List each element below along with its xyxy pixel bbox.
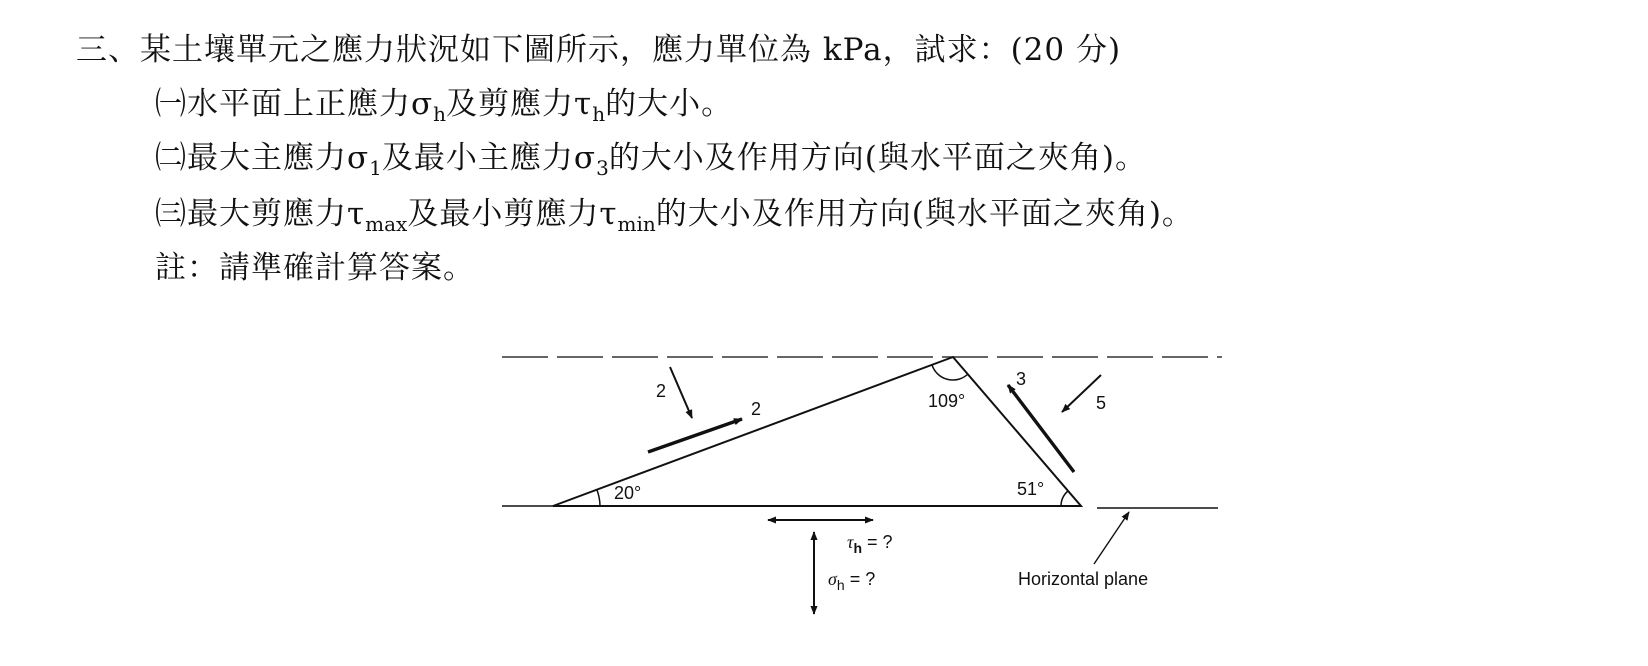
left-shear-stress-arrow [648,419,742,452]
left-normal-stress-label: 2 [656,381,667,401]
tau-equals: = ? [862,532,893,552]
item-1-text-start: ㈠水平面上正應力σ [155,86,434,122]
item-2-text-start: ㈡最大主應力σ [155,140,370,176]
tau-h-label [847,532,893,556]
question-note: 註：請準確計算答案。 [155,250,475,286]
sigma-symbol: σ [828,569,837,589]
tau-symbol: τ [847,532,854,552]
item-1-text-end: 的大小。 [605,86,734,122]
right-shear-stress-label: 3 [1016,369,1027,389]
horizontal-plane-label: Horizontal plane [1018,569,1149,589]
angle-arc-20 [597,490,600,506]
angle-label-top: 109° [928,391,966,411]
angle-label-left: 20° [614,483,642,503]
tau-subscript: h [853,540,863,556]
left-shear-stress-label: 2 [751,399,762,419]
item-1-text-middle: 及剪應力τ [446,86,593,122]
angle-arc-51 [1061,491,1068,506]
angle-label-right: 51° [1017,479,1045,499]
left-normal-stress-arrow [670,367,692,418]
item-2-subscript-1: 1 [369,156,382,180]
right-normal-stress-label: 5 [1096,393,1107,413]
item-1-subscript-2: h [592,102,606,126]
sigma-h-label [828,569,875,593]
item-2-subscript-2: 3 [596,156,609,180]
sigma-subscript: h [836,577,845,593]
item-2-text-end: 的大小及作用方向(與水平面之夾角)。 [608,140,1147,176]
horizontal-plane-leader-arrow [1094,512,1129,564]
item-3-subscript-1: max [365,212,408,236]
item-3-text-end: 的大小及作用方向(與水平面之夾角)。 [655,196,1194,232]
item-1-subscript-1: h [433,102,447,126]
item-3-subscript-2: min [617,212,656,236]
item-2-text-middle: 及最小主應力σ [381,140,597,176]
sigma-equals: = ? [844,569,876,589]
item-3-text-middle: 及最小剪應力τ [407,196,618,232]
question-header: 三、某土壤單元之應力狀況如下圖所示，應力單位為 kPa，試求：(20 分) [76,32,1122,68]
item-3-text-start: ㈢最大剪應力τ [155,196,366,232]
